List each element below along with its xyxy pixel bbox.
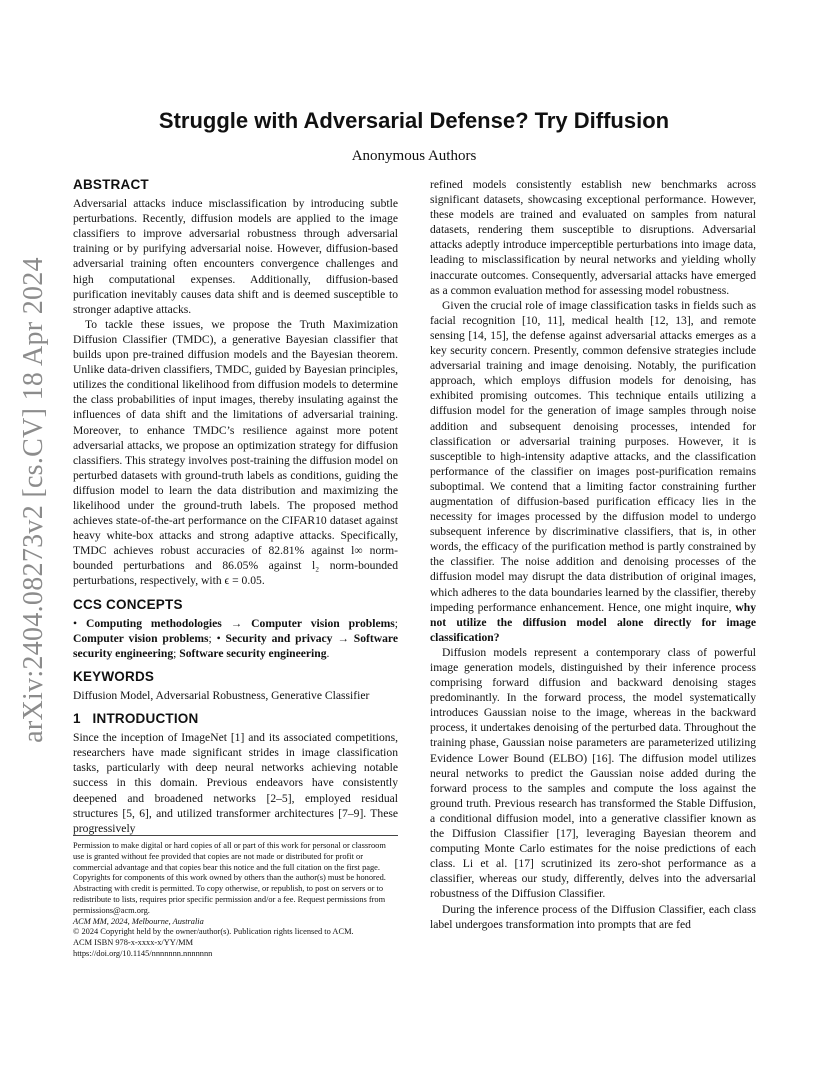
abstract-paragraph-2: To tackle these issues, we propose the Truth Maximization Diffusion Classifier (TMDC), a generative Bayesian classifier that builds upon pre-trained diffusion models and the Bayesian theorem. Unlike data-driven classifiers, TMDC, guided by Bayesian principles, utilizes the conditional likelihood from diffusion models to determine the class probabilities of input images, thereby insulating against the influences of data shift and the limitations of adversarial training. Moreover, to enhance TMDC’s resilience against more potent adversarial attacks, we propose an optimization strategy for diffusion classifiers. This strategy involves post-training the diffusion model on perturbed datasets with ground-truth labels as conditions, guiding the diffusion model to learn the data distribution and maximizing the likelihood under the ground-truth labels. The proposed method achieves state-of-the-art performance on the CIFAR10 dataset against heavy white-box attacks and strong adaptive attacks. Specifically, TMDC achieves robust accuracies of 82.81% against l∞ norm-bounded perturbations and 86.05% against l₂ norm-bounded perturbations, respectively, with ϵ = 0.05. xyxy=(73,317,398,588)
paper-title: Struggle with Adversarial Defense? Try Diffusion xyxy=(158,108,670,133)
arxiv-identifier-sidebar xyxy=(12,230,56,770)
introduction-paragraph-1: Since the inception of ImageNet [1] and its associated competitions, researchers have made significant strides in image classification tasks, particularly with deep neural networks achieving notable success in this domain. Previous endeavors have consistently deepened and broadened networks [2–5], employed residual structures [5, 6], and utilized transformer architectures [7–9]. These progressively xyxy=(73,731,398,835)
arxiv-identifier: arXiv:2404.08273v2 [cs.CV] 18 Apr 2024 xyxy=(18,257,49,743)
keywords-heading: KEYWORDS xyxy=(73,668,155,684)
ccs-concepts-text xyxy=(73,616,398,661)
introduction-heading: 1 INTRODUCTION xyxy=(73,711,199,727)
paper-authors: Anonymous Authors xyxy=(351,148,477,164)
intro-paragraph-2-text: Given the crucial role of image classification tasks in fields such as facial recognition [10, 11], medical health [12, 13], and remote sensing [14, 15], the defense against adversarial attacks emerges as a key security concern. Presently, common defensive strategies include adversarial training and image denoising. Notably, the purification approach, which employs diffusion models for denoising, has exhibited promising outcomes. This technique entails utilizing a diffusion model for the generation of image samples through noise addition and subsequent denoising processes, intended for classification or adversarial training purposes. However, it is susceptible to high-intensity adaptive attacks, and the classification performance of the classifier on images post-purification remains suboptimal. We contend that a limiting factor constraining further augmentation of diffusion-based purification efficacy lies in the necessity for images processed by the diffusion model to undergo subsequent inference by discriminative classifiers, that is, in other words, the efficacy of the purification method is partly constrained by the classifier. The noise addition and denoising processes of the diffusion model may disrupt the data distribution of original images, which adheres to the data boundaries learned by the classifier, thereby impeding performance enhancement. Hence, one might inquire, xyxy=(430,298,756,614)
intro-key-question: why not utilize the diffusion model alone directly for image classification? xyxy=(430,600,756,644)
ccs-separator: ; • xyxy=(208,631,226,645)
permission-notice: Permission to make digital or hard copies of all or part of this work for personal or classroom use is granted without fee provided that copies are not made or distributed for profit or commercial advantage and that copies bear this notice and the full citation on the first page. Copyrights for components of this work owned by others than the author(s) must be honored. Abstracting with credit is permitted. To copy otherwise, or republish, to post on servers or to redistribute to lists, requires prior specific permission and/or a fee. Request permissions from permissions@acm.org. xyxy=(73,841,386,915)
ccs-concept-2: Computer vision problems xyxy=(73,631,209,645)
acm-footnote xyxy=(73,835,398,960)
ccs-concept-3: Security and privacy → Software security engineering xyxy=(73,631,398,660)
ccs-separator: . xyxy=(326,646,330,660)
abstract-paragraph-1: Adversarial attacks induce misclassification by introducing subtle perturbations. Recently, diffusion models are applied to the image classifiers to improve adversarial robustness through adversarial training or by purifying adversarial noise. However, diffusion-based adversarial training often encounters convergence challenges and high computational expenses. Additionally, diffusion-based purification inevitably causes data shift and is deemed susceptible to stronger adaptive attacks. xyxy=(73,197,398,316)
intro-paragraph-4: During the inference process of the Diffusion Classifier, each class label undergoes transformation into prompts that are fed xyxy=(430,902,756,931)
isbn: ACM ISBN 978-x-xxxx-x/YY/MM xyxy=(73,938,194,948)
ccs-separator: ; xyxy=(173,646,180,660)
ccs-bullet: • xyxy=(73,616,86,630)
ccs-concept-1: Computing methodologies → Computer vision problems xyxy=(85,616,395,630)
intro-paragraph-2 xyxy=(430,298,756,645)
ccs-concept-4: Software security engineering xyxy=(179,646,327,660)
copyright-notice: © 2024 Copyright held by the owner/author(s). Publication rights licensed to ACM. xyxy=(73,927,354,937)
abstract-heading: ABSTRACT xyxy=(73,177,149,192)
doi-link[interactable]: https://doi.org/10.1145/nnnnnnn.nnnnnnn xyxy=(73,948,213,958)
intro-paragraph-continued: refined models consistently establish new benchmarks across significant datasets, showcasing exceptional performance. However, these models are trained and evaluated on samples from natural datasets, rendering them susceptible to disruptions. Adversarial attacks adeptly introduce imperceptible perturbations into image data, leading to misclassification by neural networks and yielding wholly inaccurate outcomes. Consequently, adversarial attacks have emerged as a common evaluation method for assessing model robustness. xyxy=(430,178,756,297)
conference-info: ACM MM, 2024, Melbourne, Australia xyxy=(73,916,204,926)
intro-paragraph-3: Diffusion models represent a contemporary class of powerful image generation models, distinguished by their inference process comprising forward diffusion and backward denoising stages predominantly. In the forward process, the model systematically introduces Gaussian noise to the image, whereas in the backward process, it undertakes denoising of the perturbed data. Throughout the training phase, Gaussian noise parameters are parameterized utilizing Evidence Lower Bound (ELBO) [16]. The diffusion model utilizes neural networks to predict the Gaussian noise added during the forward process to the samples and compute the loss against the ground truth. Previous research has transformed the Stable Diffusion, a conditional diffusion model, into a generative classifier known as the Diffusion Classifier [17], leveraging Bayesian theorem and computing Monte Carlo estimates for the noise predictions of each class. Li et al. [17] scrutinized its zero-shot performance as a classifier, whereas our study, differently, delves into the adversarial robustness of the Diffusion Classifier. xyxy=(430,645,756,901)
ccs-separator: ; xyxy=(394,616,399,630)
left-column xyxy=(73,177,398,836)
ccs-heading: CCS CONCEPTS xyxy=(73,596,183,612)
right-column xyxy=(430,177,756,932)
keywords-text: Diffusion Model, Adversarial Robustness, Generative Classifier xyxy=(73,689,370,702)
